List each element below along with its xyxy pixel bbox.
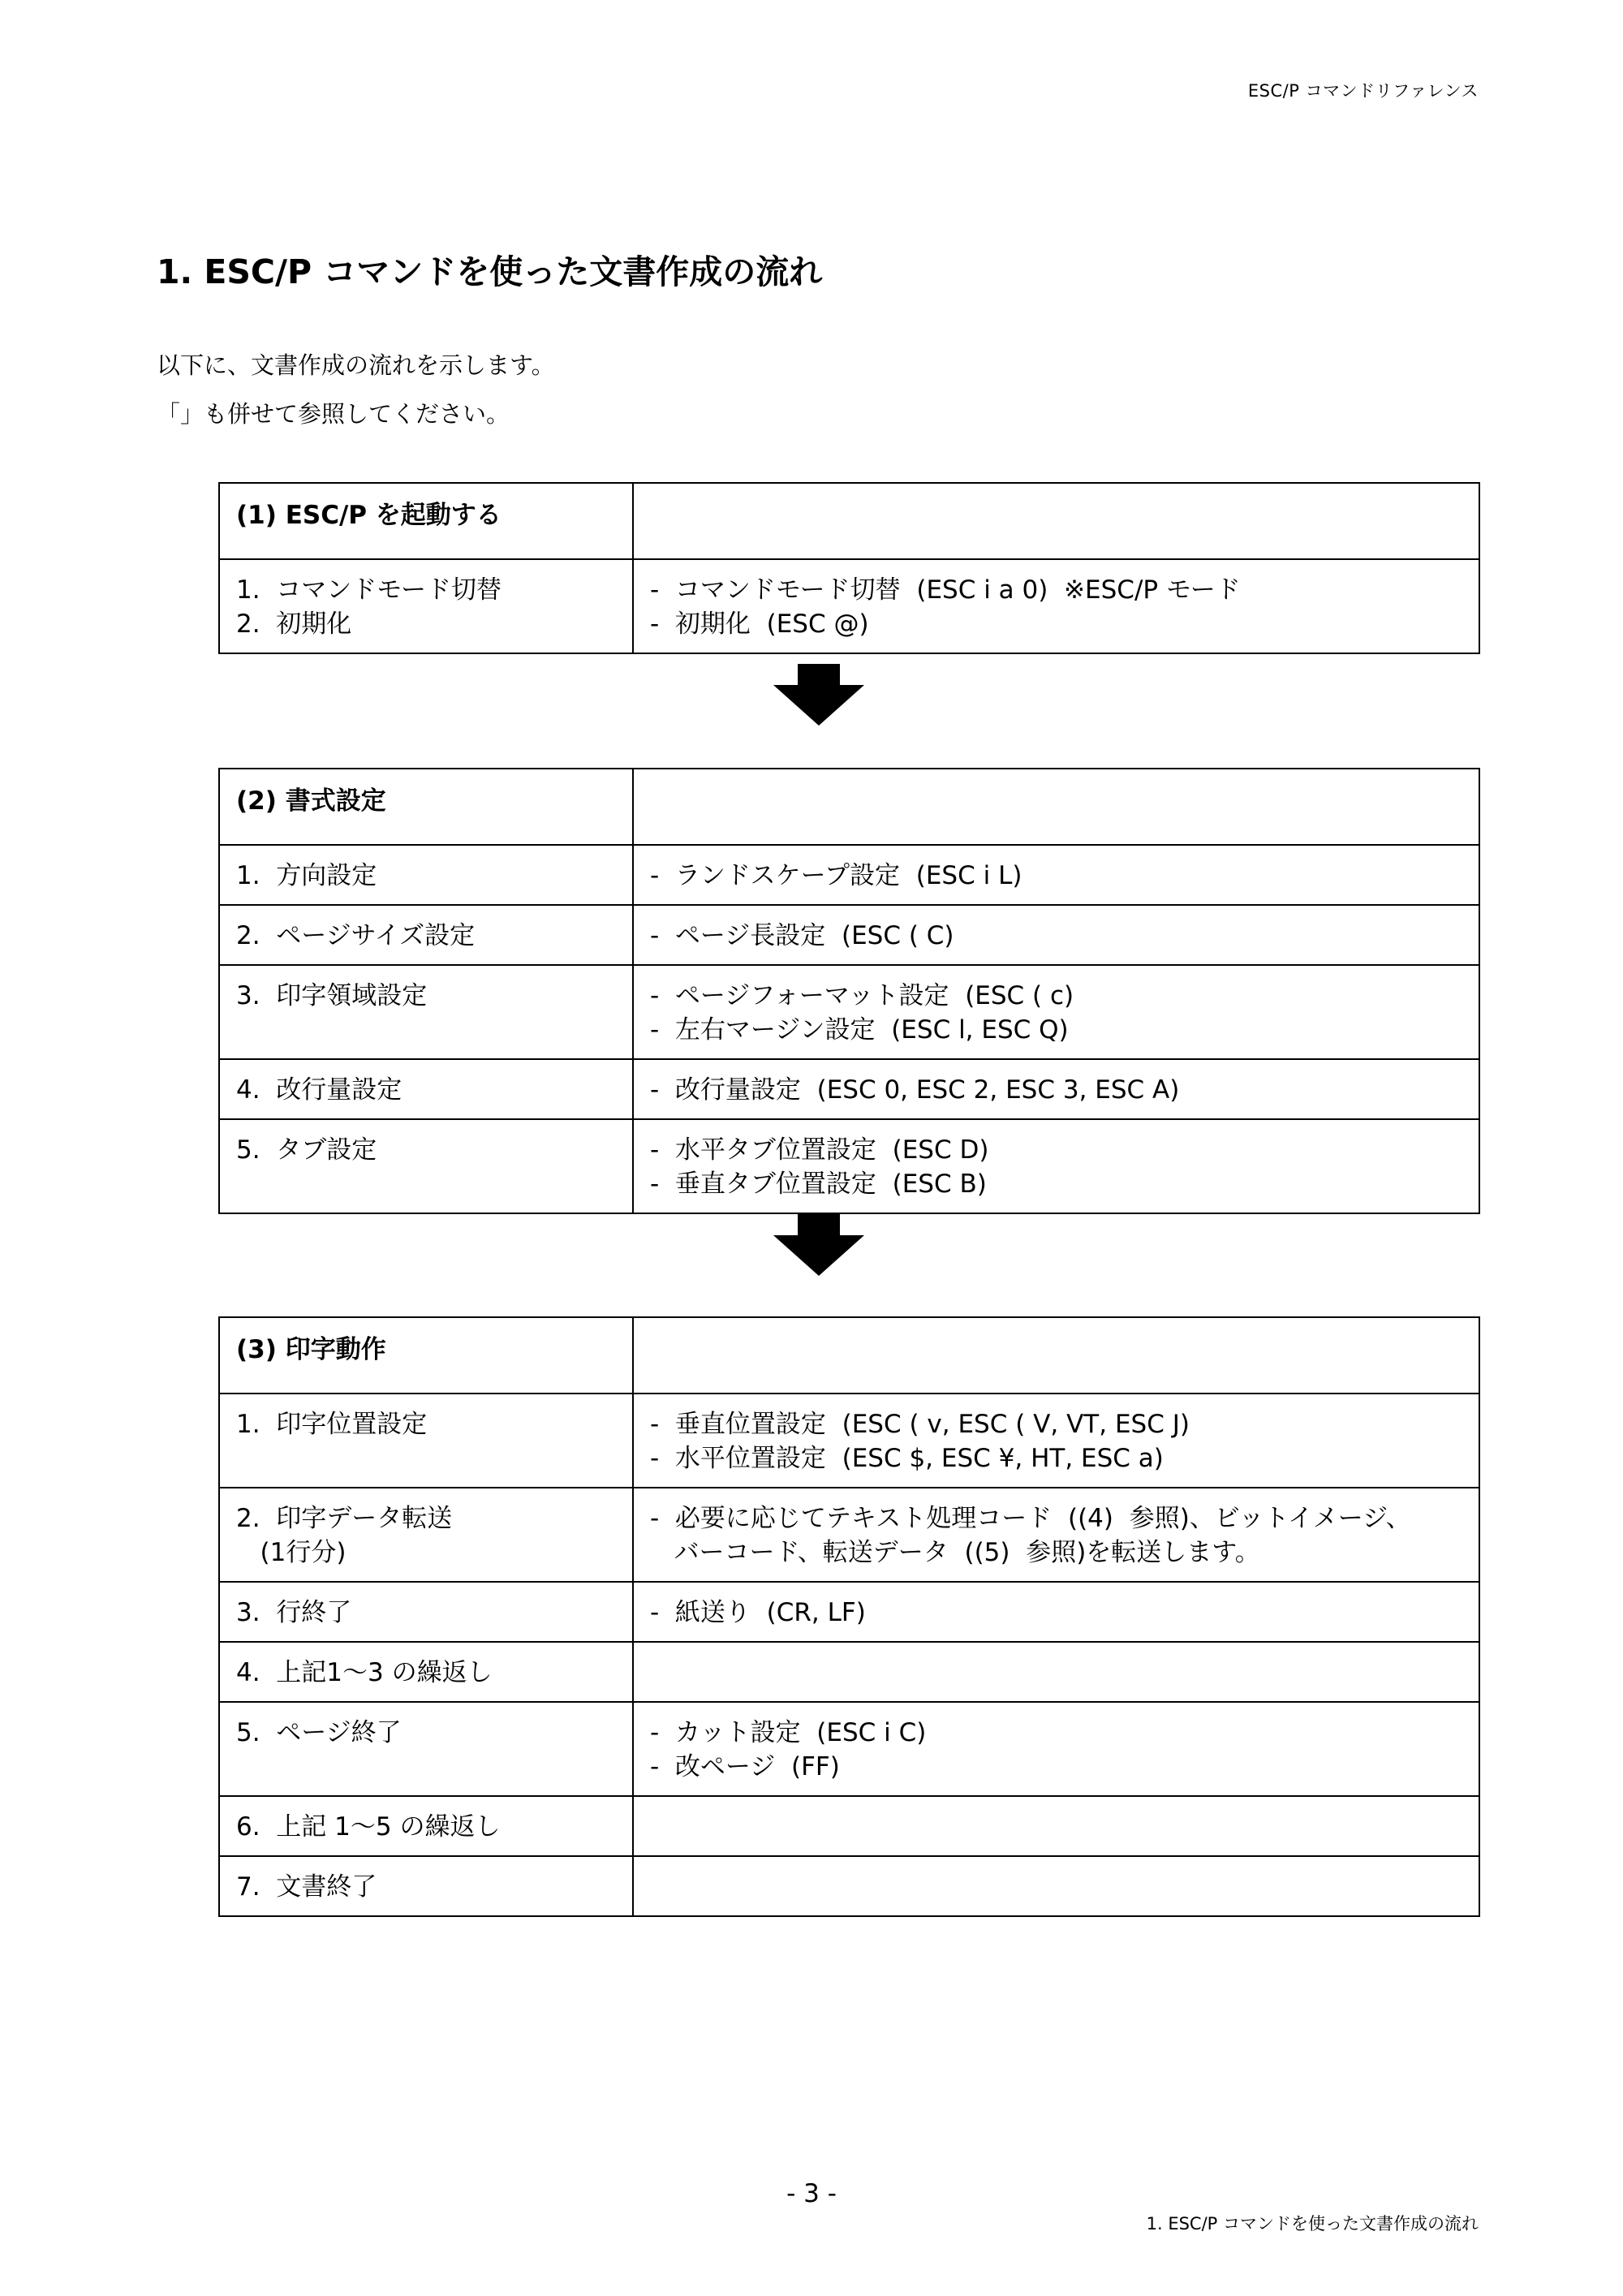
down-arrow-icon — [773, 664, 864, 726]
table-row — [219, 965, 1479, 1059]
step-item-line: 2. ページサイズ設定 — [236, 921, 476, 950]
command-line: - 初期化 (ESC @) — [650, 610, 869, 639]
step-item-line: 1. 方向設定 — [236, 861, 377, 890]
step-item — [219, 905, 633, 965]
table-row — [219, 1059, 1479, 1119]
step-1-heading-row — [219, 483, 1479, 559]
step-item-line: 7. 文書終了 — [236, 1872, 377, 1902]
step-item-line: 4. 上記1～3 の繰返し — [236, 1658, 493, 1687]
step-command — [633, 845, 1479, 905]
step-command — [633, 1796, 1479, 1856]
table-row — [219, 1582, 1479, 1642]
command-line: - ランドスケープ設定 (ESC i L) — [650, 861, 1022, 890]
step-3-heading-blank — [633, 1317, 1479, 1394]
step-1-heading-blank — [633, 483, 1479, 559]
step-command — [633, 1582, 1479, 1642]
step-3-heading-row — [219, 1317, 1479, 1394]
step-item-line: 5. タブ設定 — [236, 1135, 377, 1165]
step-command — [633, 559, 1479, 653]
command-line: バーコード、転送データ ((5) 参照)を転送します。 — [650, 1538, 1260, 1567]
page-number: - 3 - — [786, 2179, 837, 2208]
step-item — [219, 1796, 633, 1856]
intro-line-2: 「」も併せて参照してください。 — [157, 400, 510, 428]
step-item — [219, 1856, 633, 1916]
step-1-heading: (1) ESC/P を起動する — [219, 483, 633, 559]
command-line: - 水平タブ位置設定 (ESC D) — [650, 1135, 989, 1165]
table-row — [219, 1119, 1479, 1213]
step-item-line: 2. 初期化 — [236, 610, 352, 639]
step-item-line: 1. コマンドモード切替 — [236, 575, 502, 605]
step-command — [633, 965, 1479, 1059]
table-row — [219, 1796, 1479, 1856]
step-item — [219, 965, 633, 1059]
step-item — [219, 1488, 633, 1582]
command-line: - 垂直タブ位置設定 (ESC B) — [650, 1170, 987, 1199]
command-line: - ページフォーマット設定 (ESC ( c) — [650, 981, 1074, 1010]
table-row — [219, 1394, 1479, 1488]
down-arrow-icon — [773, 1214, 864, 1276]
chapter-title: 1. ESC/P コマンドを使った文書作成の流れ — [157, 252, 823, 291]
step-item — [219, 1059, 633, 1119]
step-command — [633, 1488, 1479, 1582]
step-item-line: 3. 印字領域設定 — [236, 981, 428, 1010]
step-item-line: 3. 行終了 — [236, 1598, 352, 1627]
step-3-table — [218, 1316, 1480, 1917]
step-item-line: 2. 印字データ転送 — [236, 1504, 453, 1533]
command-line: - 水平位置設定 (ESC $, ESC ¥, HT, ESC a) — [650, 1444, 1164, 1473]
table-row — [219, 1642, 1479, 1702]
step-1-table — [218, 482, 1480, 654]
step-item — [219, 845, 633, 905]
table-row — [219, 1488, 1479, 1582]
command-line: - ページ長設定 (ESC ( C) — [650, 921, 954, 950]
step-3-heading: (3) 印字動作 — [219, 1317, 633, 1394]
step-2-heading-row — [219, 769, 1479, 845]
command-line: - 改行量設定 (ESC 0, ESC 2, ESC 3, ESC A) — [650, 1075, 1180, 1105]
table-row — [219, 845, 1479, 905]
command-line: - 左右マージン設定 (ESC l, ESC Q) — [650, 1015, 1069, 1045]
command-line: - カット設定 (ESC i C) — [650, 1718, 927, 1747]
command-line: - 垂直位置設定 (ESC ( v, ESC ( V, VT, ESC J) — [650, 1410, 1190, 1439]
intro-line-1: 以下に、文書作成の流れを示します。 — [157, 351, 555, 379]
step-command — [633, 1702, 1479, 1796]
running-header: ESC/P コマンドリファレンス — [1247, 81, 1479, 101]
step-item — [219, 1582, 633, 1642]
step-item — [219, 1642, 633, 1702]
step-command — [633, 1394, 1479, 1488]
step-item — [219, 1394, 633, 1488]
step-item — [219, 1119, 633, 1213]
step-command — [633, 1856, 1479, 1916]
step-item-line: 1. 印字位置設定 — [236, 1410, 428, 1439]
step-item-line: 4. 改行量設定 — [236, 1075, 403, 1105]
table-row — [219, 1702, 1479, 1796]
step-item — [219, 1702, 633, 1796]
command-line: - 必要に応じてテキスト処理コード ((4) 参照)、ビットイメージ、 — [650, 1504, 1411, 1533]
command-line: - 紙送り (CR, LF) — [650, 1598, 866, 1627]
step-command — [633, 1642, 1479, 1702]
step-2-table — [218, 768, 1480, 1214]
step-command — [633, 1059, 1479, 1119]
step-item — [219, 559, 633, 653]
running-footer: 1. ESC/P コマンドを使った文書作成の流れ — [1146, 2214, 1479, 2234]
step-item-line: 5. ページ終了 — [236, 1718, 402, 1747]
table-row — [219, 1856, 1479, 1916]
step-command — [633, 905, 1479, 965]
table-row — [219, 905, 1479, 965]
step-item-line: (1行分) — [236, 1538, 347, 1567]
step-item-line: 6. 上記 1～5 の繰返し — [236, 1812, 501, 1842]
step-2-heading-blank — [633, 769, 1479, 845]
table-row — [219, 559, 1479, 653]
step-command — [633, 1119, 1479, 1213]
command-line: - コマンドモード切替 (ESC i a 0) ※ESC/P モード — [650, 575, 1241, 605]
command-line: - 改ページ (FF) — [650, 1752, 840, 1781]
step-2-heading: (2) 書式設定 — [219, 769, 633, 845]
